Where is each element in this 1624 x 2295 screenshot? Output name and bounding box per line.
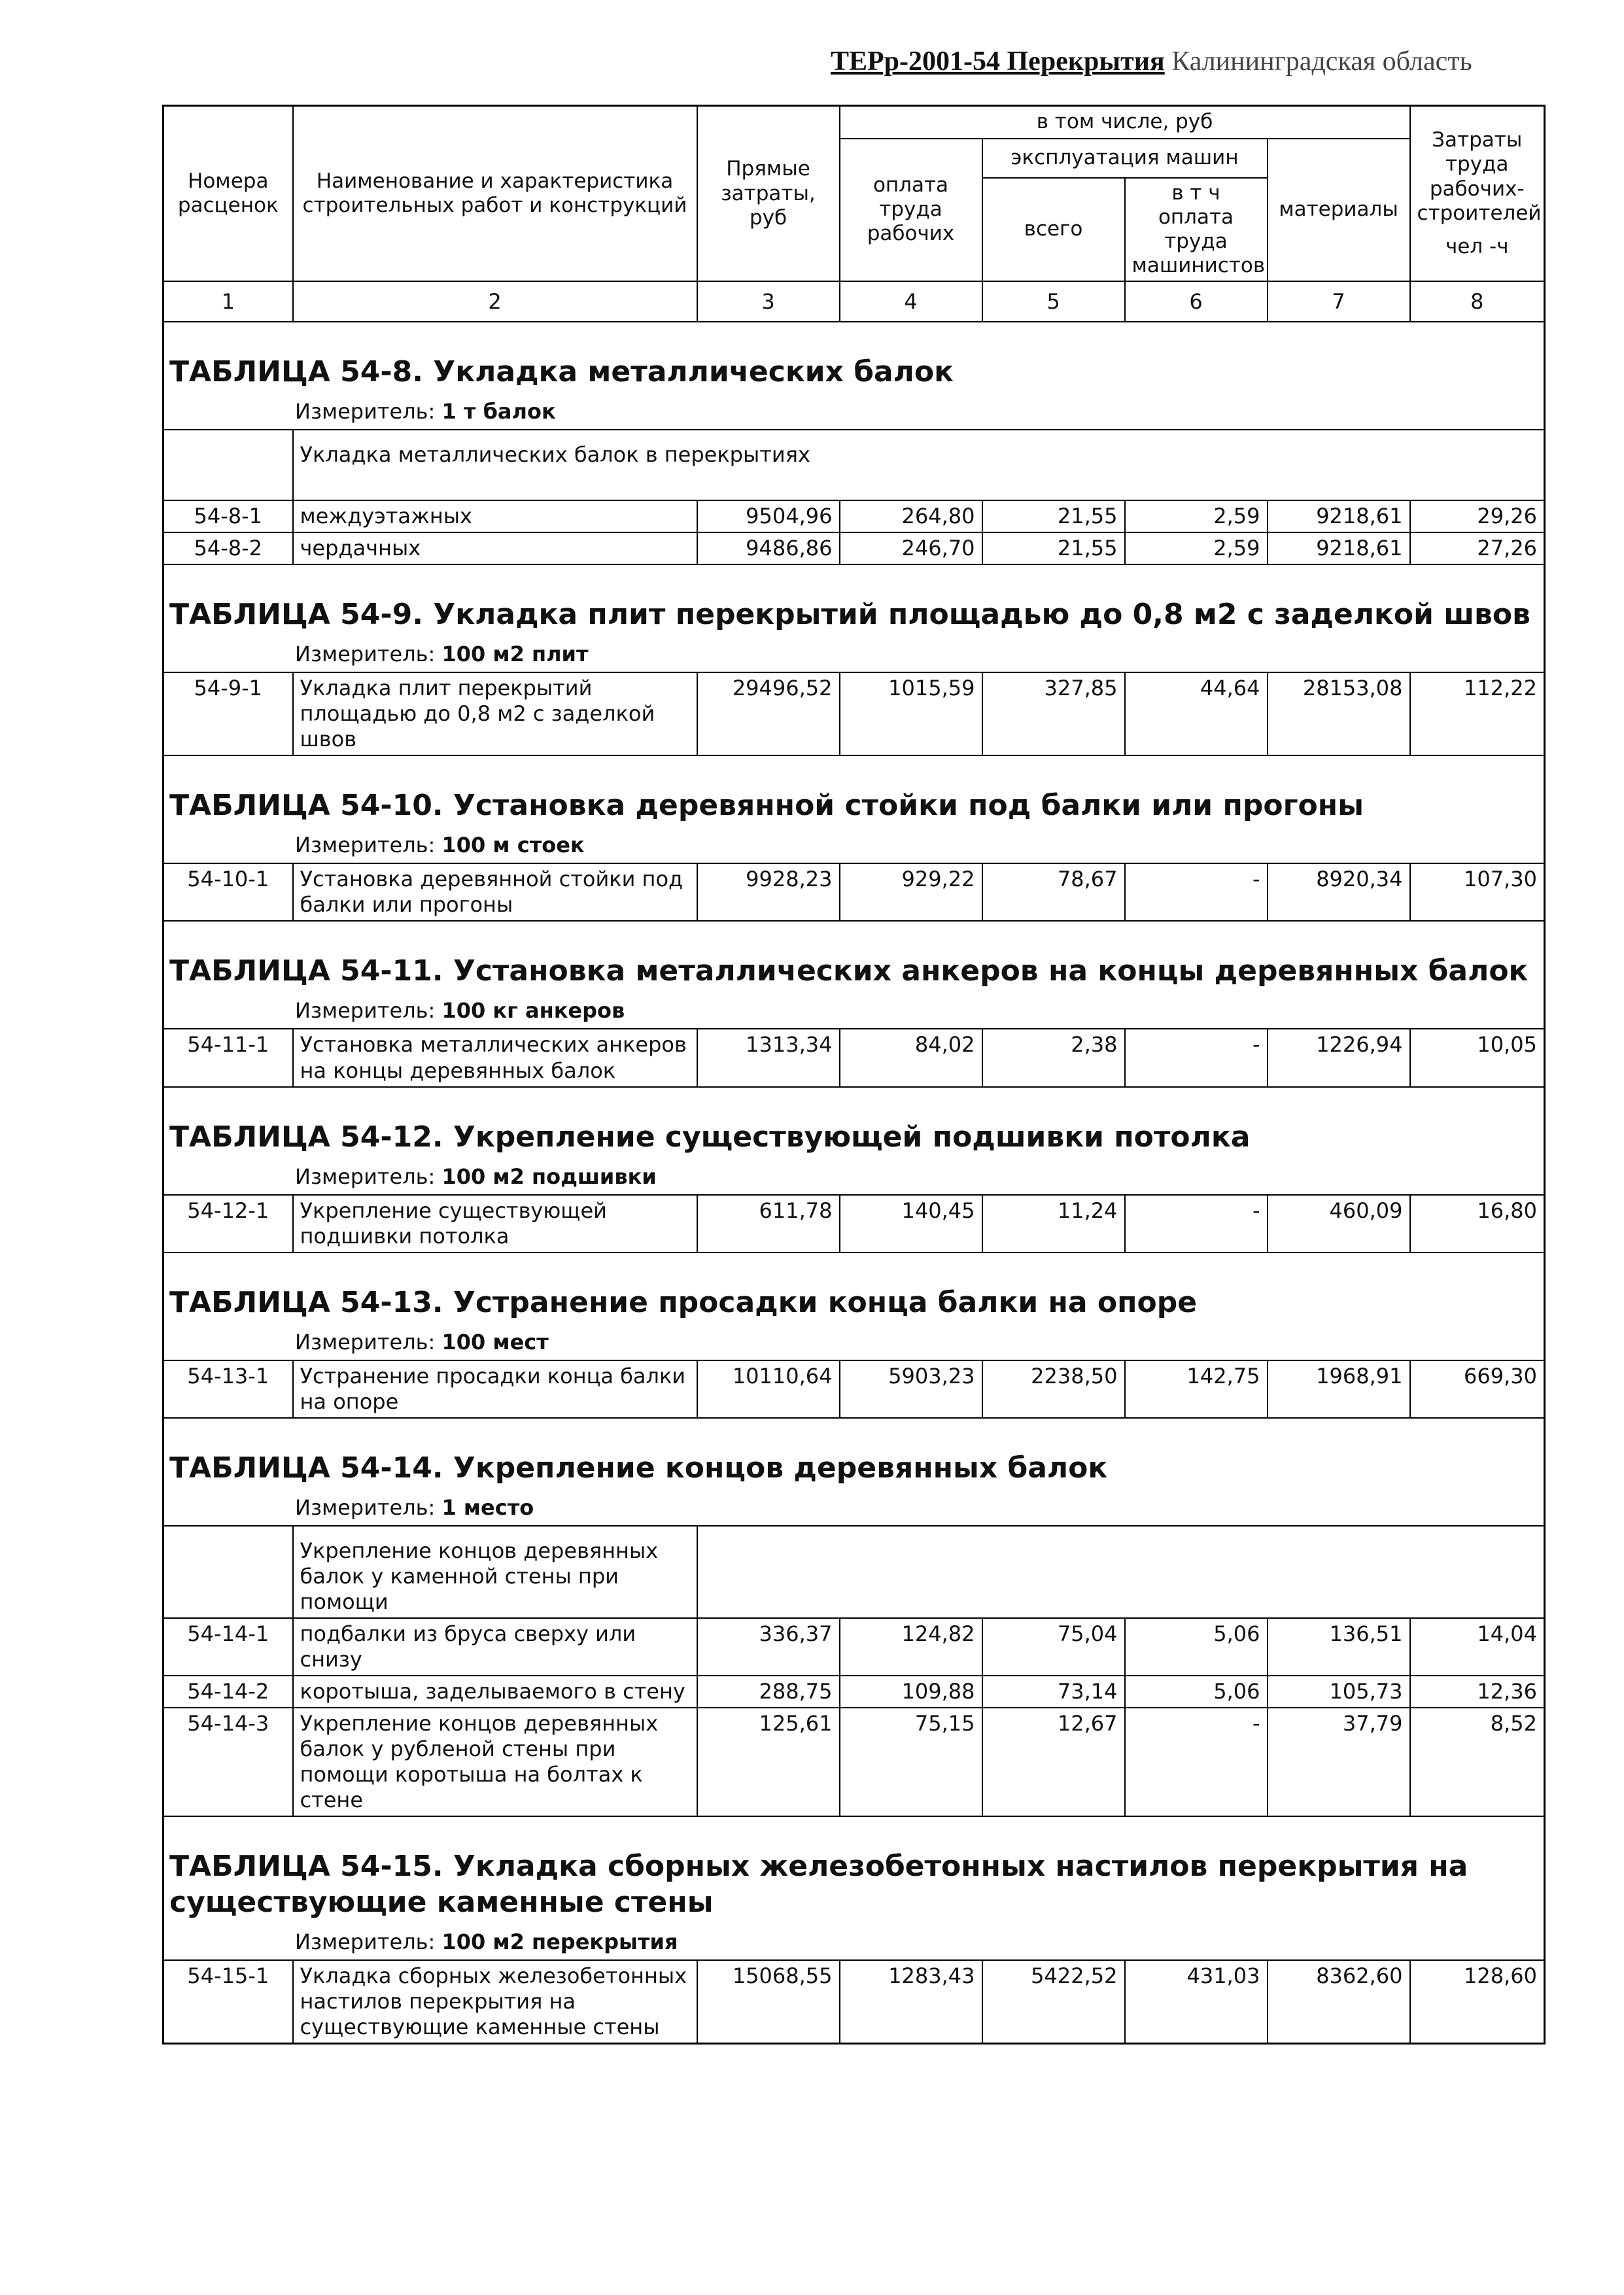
machinists-pay: 5,06	[1125, 1676, 1268, 1708]
machinists-pay: 431,03	[1125, 1960, 1268, 2044]
measure-value: 1 т балок	[441, 399, 556, 424]
machines-total: 5422,52	[982, 1960, 1125, 2044]
direct-cost: 15068,55	[697, 1960, 840, 2044]
rate-code: 54-13-1	[164, 1360, 293, 1418]
labor-pay: 1283,43	[840, 1960, 982, 2044]
table-header	[164, 106, 1545, 322]
labor-pay: 929,22	[840, 863, 982, 921]
rate-code: 54-15-1	[164, 1960, 293, 2044]
work-name: междуэтажных	[293, 500, 697, 532]
materials-cost: 136,51	[1268, 1618, 1410, 1676]
work-name: Укладка плит перекрытий площадью до 0,8 м2 с заделкой швов	[293, 672, 697, 755]
labor-hours: 16,80	[1410, 1195, 1545, 1252]
column-number: 7	[1268, 281, 1410, 322]
price-table	[162, 105, 1546, 2045]
measure-label: Измеритель:	[295, 1929, 436, 1954]
labor-hours: 107,30	[1410, 863, 1545, 921]
materials-cost: 9218,61	[1268, 532, 1410, 564]
direct-cost: 29496,52	[697, 672, 840, 755]
machinists-pay: 5,06	[1125, 1618, 1268, 1676]
rate-code: 54-10-1	[164, 863, 293, 921]
group-label: Укладка металлических балок в перекрытиях	[293, 430, 1545, 500]
group-label: Укрепление концов деревянных балок у каменной стены при помощи	[293, 1526, 697, 1618]
measure-value: 100 кг анкеров	[441, 998, 625, 1024]
column-number: 8	[1410, 281, 1545, 322]
direct-cost: 10110,64	[697, 1360, 840, 1418]
direct-cost: 9504,96	[697, 500, 840, 532]
materials-cost: 8362,60	[1268, 1960, 1410, 2044]
measure-label: Измеритель:	[295, 1164, 436, 1189]
labor-hours: 14,04	[1410, 1618, 1545, 1676]
direct-cost: 9928,23	[697, 863, 840, 921]
table-row	[164, 1029, 1545, 1086]
empty-cell	[697, 1526, 1545, 1618]
empty-cell	[164, 430, 293, 500]
table-row	[164, 532, 1545, 564]
labor-pay: 264,80	[840, 500, 982, 532]
section-title: ТАБЛИЦА 54-15. Укладка сборных железобетонных настилов перекрытия на существующие каменные стены	[169, 1849, 1468, 1919]
section-54-15	[164, 1816, 1545, 2044]
col-header-materials: материалы	[1268, 139, 1410, 282]
labor-cost-label: Затраты труда рабочих-строителей	[1417, 128, 1542, 225]
measure-value: 1 место	[441, 1494, 534, 1520]
direct-cost: 9486,86	[697, 532, 840, 564]
table-row	[164, 1708, 1545, 1816]
section-54-13	[164, 1252, 1545, 1418]
col-header-machinists-pay: в т ч оплата труда машинистов	[1125, 178, 1268, 282]
measure-label: Измеритель:	[295, 399, 436, 424]
measure-label: Измеритель:	[295, 1494, 436, 1520]
work-name: коротыша, заделываемого в стену	[293, 1676, 697, 1708]
materials-cost: 1226,94	[1268, 1029, 1410, 1086]
rate-code: 54-14-2	[164, 1676, 293, 1708]
measure-value: 100 м стоек	[441, 833, 585, 858]
measure-label: Измеритель:	[295, 642, 436, 667]
labor-pay: 1015,59	[840, 672, 982, 755]
machines-total: 2238,50	[982, 1360, 1125, 1418]
machines-total: 21,55	[982, 532, 1125, 564]
table-row	[164, 1960, 1545, 2044]
labor-pay: 75,15	[840, 1708, 982, 1816]
labor-hours: 10,05	[1410, 1029, 1545, 1086]
table-row	[164, 500, 1545, 532]
section-title: ТАБЛИЦА 54-13. Устранение просадки конца балки на опоре	[169, 1285, 1198, 1319]
measure-value: 100 м2 плит	[441, 642, 589, 667]
machinists-pay: 142,75	[1125, 1360, 1268, 1418]
machinists-pay: 2,59	[1125, 532, 1268, 564]
machinists-pay: -	[1125, 863, 1268, 921]
machines-total: 2,38	[982, 1029, 1125, 1086]
direct-cost: 288,75	[697, 1676, 840, 1708]
table-row	[164, 1676, 1545, 1708]
column-number: 1	[164, 281, 293, 322]
direct-cost: 611,78	[697, 1195, 840, 1252]
column-number: 2	[293, 281, 697, 322]
section-54-9	[164, 564, 1545, 755]
measure-value: 100 мест	[441, 1329, 549, 1355]
labor-pay: 124,82	[840, 1618, 982, 1676]
direct-cost: 1313,34	[697, 1029, 840, 1086]
col-header-machines: эксплуатация машин	[982, 139, 1268, 178]
section-title: ТАБЛИЦА 54-14. Укрепление концов деревянных балок	[169, 1451, 1108, 1485]
labor-pay: 246,70	[840, 532, 982, 564]
machinists-pay: -	[1125, 1029, 1268, 1086]
document-region: Калининградская область	[1171, 46, 1472, 77]
table-row	[164, 1360, 1545, 1418]
labor-hours: 29,26	[1410, 500, 1545, 532]
section-54-12	[164, 1087, 1545, 1252]
col-header-including: в том числе, руб	[840, 106, 1410, 139]
rate-code: 54-12-1	[164, 1195, 293, 1252]
materials-cost: 37,79	[1268, 1708, 1410, 1816]
column-number: 3	[697, 281, 840, 322]
machines-total: 327,85	[982, 672, 1125, 755]
measure-label: Измеритель:	[295, 1329, 436, 1355]
column-number: 6	[1125, 281, 1268, 322]
machines-total: 11,24	[982, 1195, 1125, 1252]
labor-hours: 669,30	[1410, 1360, 1545, 1418]
col-header-labor-cost	[1410, 106, 1545, 282]
machinists-pay: -	[1125, 1708, 1268, 1816]
materials-cost: 460,09	[1268, 1195, 1410, 1252]
work-name: Укладка сборных железобетонных настилов перекрытия на существующие каменные стены	[293, 1960, 697, 2044]
machines-total: 12,67	[982, 1708, 1125, 1816]
work-name: Укрепление концов деревянных балок у рубленой стены при помощи коротыша на болтах к стене	[293, 1708, 697, 1816]
section-title: ТАБЛИЦА 54-11. Установка металлических анкеров на концы деревянных балок	[169, 954, 1529, 988]
work-name: Укрепление существующей подшивки потолка	[293, 1195, 697, 1252]
labor-hours: 27,26	[1410, 532, 1545, 564]
section-54-10	[164, 755, 1545, 921]
table-row	[164, 863, 1545, 921]
col-header-machines-total: всего	[982, 178, 1125, 282]
section-title: ТАБЛИЦА 54-8. Укладка металлических балок	[169, 355, 954, 389]
labor-cost-unit: чел -ч	[1445, 234, 1509, 258]
column-number: 5	[982, 281, 1125, 322]
machines-total: 21,55	[982, 500, 1125, 532]
labor-hours: 12,36	[1410, 1676, 1545, 1708]
materials-cost: 1968,91	[1268, 1360, 1410, 1418]
section-54-14	[164, 1418, 1545, 1816]
column-numbers	[164, 281, 1545, 322]
work-name: Установка деревянной стойки под балки или прогоны	[293, 863, 697, 921]
section-54-11	[164, 921, 1545, 1086]
labor-pay: 84,02	[840, 1029, 982, 1086]
col-header-code: Номера расценок	[164, 106, 293, 282]
materials-cost: 28153,08	[1268, 672, 1410, 755]
rate-code: 54-11-1	[164, 1029, 293, 1086]
work-name: Устранение просадки конца балки на опоре	[293, 1360, 697, 1418]
direct-cost: 125,61	[697, 1708, 840, 1816]
machinists-pay: -	[1125, 1195, 1268, 1252]
labor-pay: 140,45	[840, 1195, 982, 1252]
section-54-8	[164, 322, 1545, 564]
col-header-name: Наименование и характеристика строительных работ и конструкций	[293, 106, 697, 282]
page-header	[831, 46, 1562, 92]
machines-total: 73,14	[982, 1676, 1125, 1708]
work-name: подбалки из бруса сверху или снизу	[293, 1618, 697, 1676]
labor-pay: 109,88	[840, 1676, 982, 1708]
table-row	[164, 1195, 1545, 1252]
work-name: чердачных	[293, 532, 697, 564]
work-name: Установка металлических анкеров на концы деревянных балок	[293, 1029, 697, 1086]
materials-cost: 8920,34	[1268, 863, 1410, 921]
table-row	[164, 1618, 1545, 1676]
measure-label: Измеритель:	[295, 833, 436, 858]
rate-code: 54-9-1	[164, 672, 293, 755]
machines-total: 78,67	[982, 863, 1125, 921]
measure-label: Измеритель:	[295, 998, 436, 1024]
empty-cell	[164, 1526, 293, 1618]
machines-total: 75,04	[982, 1618, 1125, 1676]
rate-code: 54-14-3	[164, 1708, 293, 1816]
labor-hours: 112,22	[1410, 672, 1545, 755]
machinists-pay: 2,59	[1125, 500, 1268, 532]
document-code: ТЕРр-2001-54 Перекрытия	[831, 46, 1165, 77]
section-title: ТАБЛИЦА 54-12. Укрепление существующей подшивки потолка	[169, 1120, 1251, 1154]
labor-pay: 5903,23	[840, 1360, 982, 1418]
labor-hours: 8,52	[1410, 1708, 1545, 1816]
labor-hours: 128,60	[1410, 1960, 1545, 2044]
measure-value: 100 м2 подшивки	[441, 1164, 657, 1189]
direct-cost: 336,37	[697, 1618, 840, 1676]
col-header-labor-pay: оплата труда рабочих	[840, 139, 982, 282]
rate-code: 54-8-2	[164, 532, 293, 564]
column-number: 4	[840, 281, 982, 322]
machinists-pay: 44,64	[1125, 672, 1268, 755]
measure-value: 100 м2 перекрытия	[441, 1929, 678, 1954]
rate-code: 54-8-1	[164, 500, 293, 532]
rate-code: 54-14-1	[164, 1618, 293, 1676]
materials-cost: 9218,61	[1268, 500, 1410, 532]
section-title: ТАБЛИЦА 54-9. Укладка плит перекрытий площадью до 0,8 м2 с заделкой швов	[169, 598, 1530, 632]
section-title: ТАБЛИЦА 54-10. Установка деревянной стойки под балки или прогоны	[169, 789, 1364, 823]
table-row	[164, 672, 1545, 755]
materials-cost: 105,73	[1268, 1676, 1410, 1708]
col-header-direct: Прямые затраты, руб	[697, 106, 840, 282]
